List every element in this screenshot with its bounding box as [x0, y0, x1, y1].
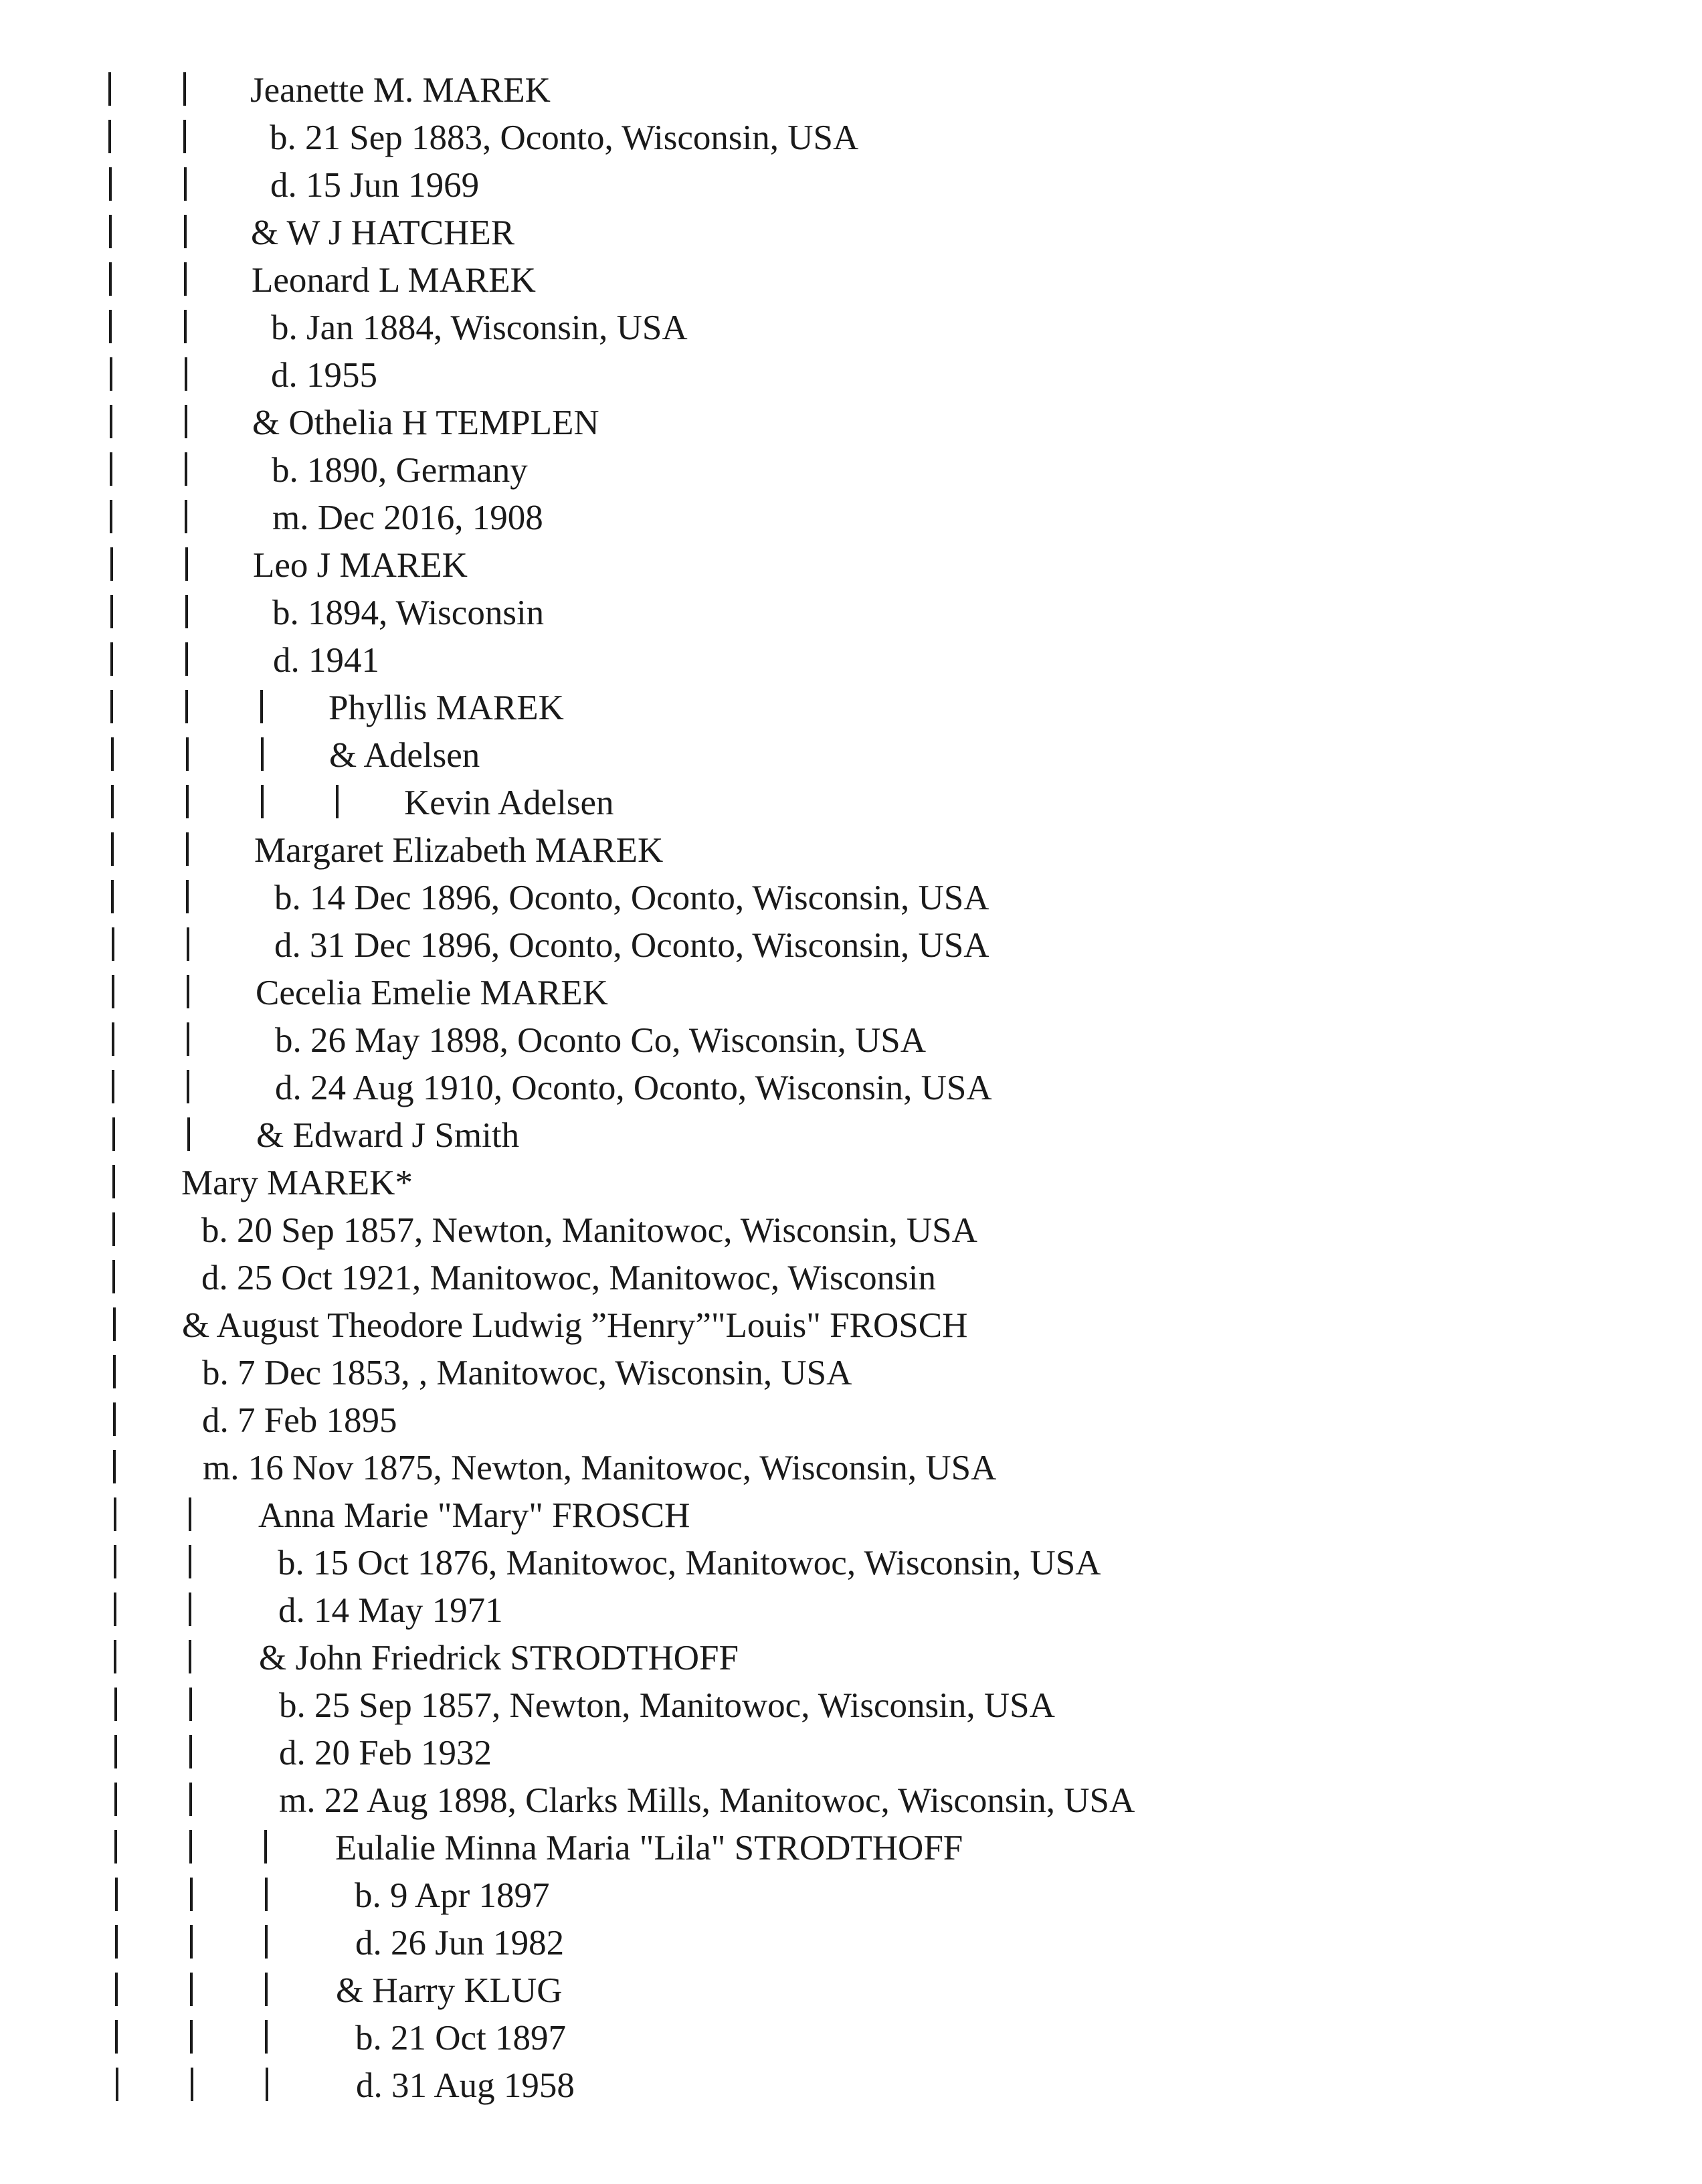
- tree-connector-bar: [189, 1545, 191, 1578]
- person-detail: d. 31 Aug 1958: [356, 2066, 575, 2105]
- tree-line: [0, 447, 1702, 494]
- person-detail: b. 9 Apr 1897: [355, 1876, 550, 1915]
- tree-connector-bar: [111, 880, 114, 913]
- tree-connector-bar: [264, 1830, 267, 1863]
- tree-line: [0, 1635, 1702, 1682]
- person-detail: b. 7 Dec 1853, , Manitowoc, Wisconsin, USA: [202, 1354, 852, 1392]
- tree-line: [0, 589, 1702, 637]
- tree-connector-bar: [111, 737, 114, 771]
- tree-connector-bar: [115, 1878, 118, 1911]
- tree-connector-bar: [110, 690, 113, 723]
- tree-connector-bar: [108, 120, 111, 153]
- person-name: Eulalie Minna Maria "Lila" STRODTHOFF: [335, 1829, 963, 1868]
- tree-connector-bar: [110, 500, 112, 533]
- tree-connector-bar: [265, 2020, 268, 2054]
- tree-line: [0, 1160, 1702, 1207]
- person-name: & Harry KLUG: [336, 1971, 563, 2010]
- tree-line: [0, 542, 1702, 589]
- tree-connector-bar: [187, 927, 189, 961]
- tree-connector-bar: [186, 737, 189, 771]
- person-name: & August Theodore Ludwig ”Henry”"Louis" FROSCH: [182, 1306, 968, 1345]
- person-detail: b. 21 Oct 1897: [355, 2019, 567, 2058]
- tree-connector-bar: [111, 832, 114, 866]
- tree-connector-bar: [185, 452, 187, 486]
- tree-line: [0, 67, 1702, 114]
- tree-connector-bar: [112, 1070, 114, 1103]
- tree-connector-bar: [116, 2068, 118, 2101]
- tree-line: [0, 1825, 1702, 1872]
- tree-line: [0, 685, 1702, 732]
- tree-connector-bar: [184, 310, 187, 343]
- person-detail: d. 14 May 1971: [278, 1591, 503, 1630]
- tree-connector-bar: [114, 1688, 117, 1721]
- tree-connector-bar: [185, 595, 188, 628]
- tree-line: [0, 1967, 1702, 2015]
- tree-connector-bar: [110, 595, 113, 628]
- tree-connector-bar: [109, 167, 112, 201]
- tree-connector-bar: [261, 737, 264, 771]
- person-detail: b. 21 Sep 1883, Oconto, Wisconsin, USA: [270, 118, 859, 157]
- tree-connector-bar: [185, 357, 187, 391]
- tree-connector-bar: [113, 1402, 116, 1436]
- tree-line: [0, 352, 1702, 399]
- person-name: & W J HATCHER: [251, 213, 515, 252]
- tree-connector-bar: [185, 547, 188, 581]
- tree-connector-bar: [110, 452, 112, 486]
- tree-connector-bar: [186, 880, 189, 913]
- person-name: Jeanette M. MAREK: [250, 71, 551, 110]
- tree-line: [0, 114, 1702, 162]
- tree-line: [0, 1777, 1702, 1825]
- person-name: Margaret Elizabeth MAREK: [254, 831, 664, 870]
- tree-connector-bar: [114, 1640, 116, 1673]
- tree-connector-bar: [113, 1307, 116, 1341]
- tree-connector-bar: [187, 1117, 190, 1151]
- person-detail: m. Dec 2016, 1908: [272, 498, 543, 537]
- tree-connector-bar: [189, 1830, 192, 1863]
- person-detail: b. Jan 1884, Wisconsin, USA: [271, 308, 688, 347]
- person-detail: b. 15 Oct 1876, Manitowoc, Manitowoc, Wisconsin, USA: [278, 1544, 1101, 1582]
- tree-line: [0, 494, 1702, 542]
- person-detail: d. 26 Jun 1982: [355, 1924, 565, 1963]
- person-detail: m. 22 Aug 1898, Clarks Mills, Manitowoc, Wisconsin, USA: [279, 1781, 1135, 1820]
- tree-connector-bar: [187, 975, 189, 1008]
- tree-connector-bar: [190, 1925, 193, 1959]
- person-name: & Edward J Smith: [256, 1116, 520, 1155]
- tree-connector-bar: [114, 1545, 116, 1578]
- tree-connector-bar: [112, 927, 114, 961]
- tree-connector-bar: [190, 1973, 193, 2006]
- tree-line: [0, 1540, 1702, 1587]
- person-detail: b. 25 Sep 1857, Newton, Manitowoc, Wisconsin, USA: [279, 1686, 1055, 1725]
- tree-connector-bar: [110, 405, 112, 438]
- tree-line: [0, 2015, 1702, 2062]
- tree-connector-bar: [336, 785, 339, 818]
- tree-connector-bar: [109, 262, 112, 296]
- tree-line: [0, 1017, 1702, 1065]
- tree-connector-bar: [187, 1022, 189, 1056]
- person-detail: m. 16 Nov 1875, Newton, Manitowoc, Wisconsin, USA: [203, 1449, 997, 1487]
- tree-line: [0, 1302, 1702, 1350]
- tree-connector-bar: [112, 1212, 115, 1246]
- tree-connector-bar: [265, 1878, 268, 1911]
- person-name: & Othelia H TEMPLEN: [252, 403, 599, 442]
- tree-connector-bar: [112, 1165, 115, 1198]
- tree-line: [0, 1587, 1702, 1635]
- tree-connector-bar: [115, 2020, 118, 2054]
- tree-line: [0, 1872, 1702, 1920]
- tree-connector-bar: [261, 785, 264, 818]
- tree-connector-bar: [184, 167, 187, 201]
- tree-line: [0, 1065, 1702, 1112]
- person-detail: d. 24 Aug 1910, Oconto, Oconto, Wisconsin, USA: [275, 1069, 992, 1107]
- tree-connector-bar: [114, 1497, 116, 1531]
- tree-connector-bar: [113, 1450, 116, 1483]
- tree-line: [0, 1445, 1702, 1492]
- person-detail: b. 1890, Germany: [272, 451, 528, 490]
- tree-connector-bar: [190, 1878, 193, 1911]
- tree-connector-bar: [112, 1117, 115, 1151]
- tree-line: [0, 780, 1702, 827]
- tree-connector-bar: [185, 690, 188, 723]
- tree-connector-bar: [115, 1925, 118, 1959]
- tree-line: [0, 827, 1702, 875]
- tree-connector-bar: [191, 2068, 193, 2101]
- tree-connector-bar: [186, 832, 189, 866]
- tree-line: [0, 732, 1702, 780]
- person-detail: d. 1941: [273, 641, 379, 680]
- tree-connector-bar: [186, 785, 189, 818]
- tree-line: [0, 1397, 1702, 1445]
- tree-connector-bar: [265, 1925, 268, 1959]
- tree-connector-bar: [189, 1640, 191, 1673]
- tree-connector-bar: [184, 262, 187, 296]
- tree-connector-bar: [112, 1022, 114, 1056]
- tree-connector-bar: [189, 1497, 191, 1531]
- tree-connector-bar: [189, 1783, 192, 1816]
- tree-connector-bar: [109, 215, 112, 248]
- tree-connector-bar: [185, 500, 187, 533]
- tree-line: [0, 875, 1702, 922]
- tree-connector-bar: [187, 1070, 189, 1103]
- person-name: Kevin Adelsen: [404, 784, 614, 822]
- tree-line: [0, 922, 1702, 970]
- tree-line: [0, 1492, 1702, 1540]
- tree-connector-bar: [110, 357, 112, 391]
- tree-line: [0, 304, 1702, 352]
- tree-connector-bar: [113, 1355, 116, 1388]
- tree-connector-bar: [109, 310, 112, 343]
- person-name: Anna Marie "Mary" FROSCH: [258, 1496, 690, 1535]
- tree-connector-bar: [114, 1735, 117, 1768]
- tree-connector-bar: [108, 72, 111, 106]
- tree-connector-bar: [110, 642, 113, 676]
- person-detail: d. 20 Feb 1932: [279, 1734, 492, 1772]
- tree-connector-bar: [189, 1735, 192, 1768]
- tree-connector-bar: [260, 690, 263, 723]
- person-detail: d. 15 Jun 1969: [270, 166, 480, 205]
- tree-connector-bar: [112, 975, 114, 1008]
- tree-connector-bar: [111, 785, 114, 818]
- person-name: Phyllis MAREK: [328, 689, 564, 727]
- person-name: Leonard L MAREK: [252, 261, 536, 300]
- tree-connector-bar: [114, 1783, 117, 1816]
- person-detail: d. 1955: [271, 356, 377, 395]
- tree-line: [0, 1255, 1702, 1302]
- tree-connector-bar: [265, 1973, 268, 2006]
- person-detail: d. 31 Dec 1896, Oconto, Oconto, Wisconsin, USA: [274, 926, 989, 965]
- tree-line: [0, 1682, 1702, 1730]
- tree-line: [0, 2062, 1702, 2110]
- tree-line: [0, 1207, 1702, 1255]
- tree-connector-bar: [189, 1592, 191, 1626]
- tree-connector-bar: [183, 72, 186, 106]
- person-detail: d. 25 Oct 1921, Manitowoc, Manitowoc, Wisconsin: [201, 1259, 936, 1297]
- person-detail: b. 1894, Wisconsin: [272, 594, 545, 632]
- tree-line: [0, 257, 1702, 304]
- person-detail: b. 26 May 1898, Oconto Co, Wisconsin, USA: [275, 1021, 926, 1060]
- person-name: & John Friedrick STRODTHOFF: [259, 1639, 739, 1677]
- tree-connector-bar: [189, 1688, 192, 1721]
- tree-connector-bar: [185, 405, 187, 438]
- tree-connector-bar: [190, 2020, 193, 2054]
- tree-connector-bar: [112, 1260, 115, 1293]
- tree-line: [0, 1350, 1702, 1397]
- person-name: Mary MAREK*: [181, 1164, 413, 1202]
- tree-line: [0, 970, 1702, 1017]
- person-detail: b. 14 Dec 1896, Oconto, Oconto, Wisconsin, USA: [274, 879, 989, 917]
- person-name: Cecelia Emelie MAREK: [256, 974, 608, 1012]
- tree-connector-bar: [266, 2068, 268, 2101]
- tree-connector-bar: [184, 215, 187, 248]
- tree-connector-bar: [185, 642, 188, 676]
- tree-line: [0, 1730, 1702, 1777]
- tree-connector-bar: [114, 1830, 117, 1863]
- tree-line: [0, 209, 1702, 257]
- tree-connector-bar: [115, 1973, 118, 2006]
- person-name: Leo J MAREK: [253, 546, 468, 585]
- tree-connector-bar: [110, 547, 113, 581]
- tree-line: [0, 637, 1702, 685]
- tree-connector-bar: [183, 120, 186, 153]
- tree-line: [0, 1920, 1702, 1967]
- tree-line: [0, 162, 1702, 209]
- tree-line: [0, 1112, 1702, 1160]
- person-detail: b. 20 Sep 1857, Newton, Manitowoc, Wisconsin, USA: [201, 1211, 977, 1250]
- tree-connector-bar: [114, 1592, 116, 1626]
- person-name: & Adelsen: [329, 736, 480, 775]
- person-detail: d. 7 Feb 1895: [202, 1401, 397, 1440]
- tree-line: [0, 399, 1702, 447]
